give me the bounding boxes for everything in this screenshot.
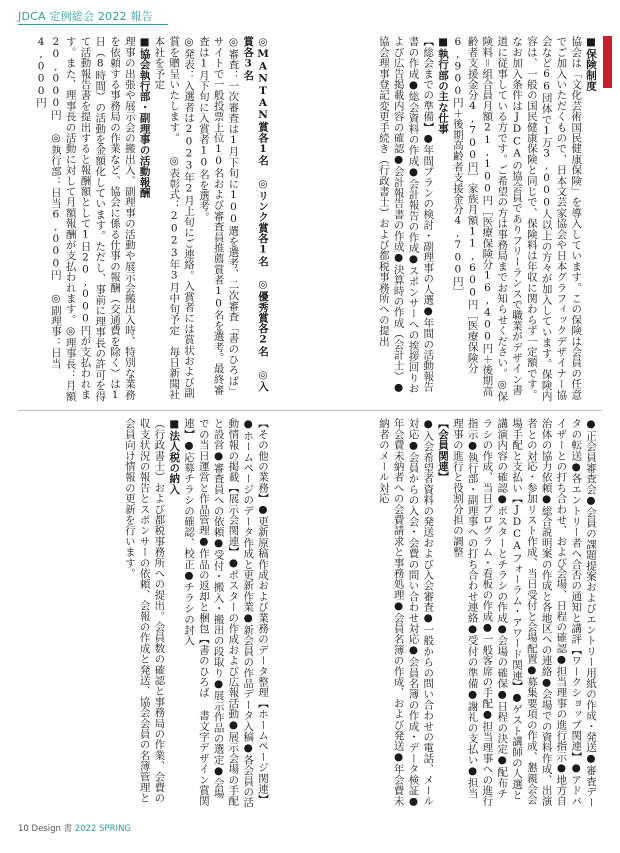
section-heading-insurance: ■保険制度 (585, 36, 597, 91)
section-marker-bar (603, 36, 612, 88)
activities-body: ●正会員審査会●会員の課題提案およびエントリー用紙の作成・発送●審査データの転送●各エントリー者へ合否の通知と講評【ワークショップ関連】●アドバイザーとの打ち合わせ、および会場、日程の確認●担当理事の進行指示●地方自治体の協力依頼●総合説明案の作成と各地区への連絡●会場での資料作成、出演者との対応・参加リスト作成、当日受付と会場配置●募集要項の作成、懇親会会場手配と支払い【JDCAフォーラム・アワード関連】●ゲスト講師の人選と講演内容の確認●ポスターとチラシの作成●会場の確保●日程の決定●配布チラシの作成、当日プログラム・看板の作成●一般客席の手配●担当理事への進行指示●執行部・副理事への打ち合わせ連絡●受付の準備●謝礼の支払い●担当理事の進行と役割分担の調整 (451, 418, 597, 808)
page-footer (18, 822, 131, 834)
page-number: 10 (18, 824, 29, 834)
section-heading-executive-pay: ■協会執行部・副理事の活動報酬 (138, 36, 151, 198)
bottom-left-column (20, 418, 270, 808)
award-categories: ◎MANTAN賞各1名 ◎リンク賞各1名 ◎優秀賞各2名 ◎入賞各3名 (242, 36, 269, 392)
top-right-column (278, 36, 598, 402)
bottom-right-column (278, 418, 598, 808)
section-divider (18, 410, 602, 411)
section-heading-executive-duties: ■執行部の主な仕事 (437, 36, 450, 134)
magazine-name: Design 書 (31, 824, 73, 834)
review-process: ◎審査：一次審査は1月下旬に100選を選考、二次審査「書のひろば」サイトで一般投票上位10名および審査員推薦賞者10名を選考。最終審査は1月下旬に入賞者10名を選考。 (197, 36, 240, 397)
corporate-tax-body: （行政書士）および都税事務所への提出。会員数の確認と事務局の作業、会費の収支状況の報告とスポンサーの依頼、会報の作成と発送、協会会員の名簿管理と会員向け情報の更新を行います。 (123, 418, 166, 804)
header-rule (18, 24, 168, 25)
announcement-info: ◎発表：入選者は2023年2月上旬にご連絡。入賞者には賞状および副賞を贈呈いたします。 ◎表彰式：2023年3月中旬予定 毎日新聞社本社を予定 (153, 36, 196, 400)
top-left-column (20, 36, 270, 402)
section-heading-members: 【会員関連】 (437, 418, 450, 483)
insurance-body: 協会は「文化芸術国民健康保険」を導入しています。この保険は会員の任意でご加入いただくもので、日本文芸家協会や日本グラフィックデザイナー協会など66団体で1万3,000人以上の方々が加入しています。保険内容は、一般の国民健康保険と同じで、保険料は年収に関わらず一定額です。なお加入条件はJDCAの協会員でありフリーランスで職業がデザイン書道に従事している方です。ご希望の方は事務局までお知らせください。◎保険料＝組合員月額21,100円［医療保険分16,400円＋後期高齢者支援金分4,700円］家族月額11,600円［医療保険分6,900円＋後期高齢者支援金分4,700円］ (451, 36, 583, 402)
issue-label: 2022 SPRING (74, 824, 132, 834)
executive-duties-body: 【総会までの準備】●年間プランの検討・副理事の人選●年間の活動報告書の作成●総会資料の作成●会計報告の作成●スポンサーへの挨拶回りおよび広告掲載内容の確認●会計報告書の作成●決算時の作成（会計士）●協会理事登記変更手続き（行政書士）および都税事務所への提出 (377, 36, 435, 394)
executive-pay-body: 理事の出張や展示会の搬出入、副理事の活動や展示会搬出入時、特別な業務を依頼する事務局の作業など、協会に係る仕事の報酬（交通費を除く）は1日（8時間）の活動を金額化しています。ただし、事前に理事長の許可を得て活動報告書を提出すると報酬額として1日20,000円が支払われます。また、理事長の活動に対して月額報酬が支払われます。◎理事長：月額20,000円 ◎執行部：日当6,000円 ◎副理事：日当4,000円 (35, 36, 136, 402)
header-title: JDCA 定例総会 2022 報告 (18, 10, 153, 23)
other-duties-body: 【その他の業務】●更新原稿作成および業務のデータ整理【ホームページ関連】●ホームページのデータ作成と更新作業●新会員の作品データ入稿●各会員の活動情報の掲載【展示会関連】●ポスターの作成および広報活動●展示会場の手配と設営●審査員への依頼●受付・搬入・搬出の段取り●展示作品の選定●会場での当日運営と作品管理●作品の返却と梱包【書のひろば 書文字デザイン賞関連】●応募チラシの確認、校正●チラシの封入 (183, 418, 269, 808)
section-heading-corporate-tax: ■法人税の納入 (168, 418, 181, 495)
members-body: ●入会希望者資料の発送および入会審査●一般からの問い合わせの電話、メール対応●会員からの入会・会費の問い合わせ対応●会員名簿の作成・データ検証●年会費未納者への会費請求と事務処理●会員名簿の作成、および発送●年会費未納者のメール対応 (377, 418, 435, 808)
